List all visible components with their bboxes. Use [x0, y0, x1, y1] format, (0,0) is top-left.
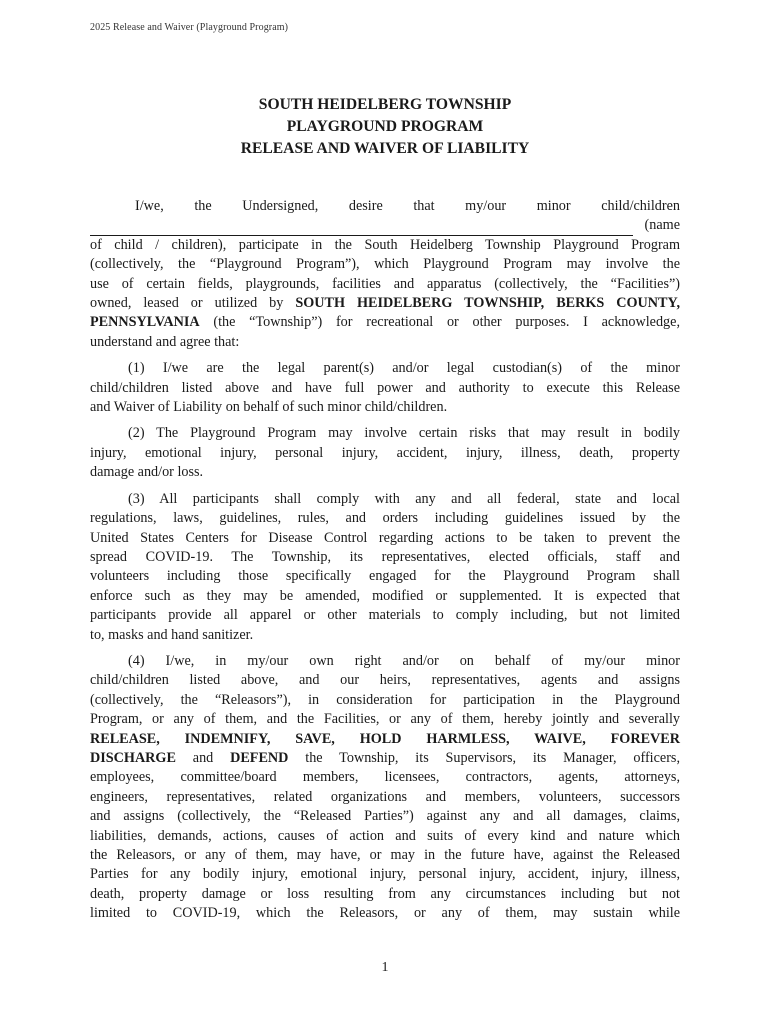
paragraph-line: child/children listed above, and our heirs, representatives, agents and assigns: [90, 672, 680, 689]
release-terms-bold: RELEASE, INDEMNIFY, SAVE, HOLD HARMLESS, WAIVE, FOREVER: [90, 730, 680, 747]
name-label: (name: [644, 217, 680, 234]
discharge-bold: DISCHARGE: [90, 749, 176, 766]
intro-text: owned, leased or utilized by: [90, 295, 296, 312]
paragraph-line: injury, emotional injury, personal injury, accident, injury, illness, death, property: [90, 444, 680, 461]
paragraph-line: limited to COVID-19, which the Releasors, or any of them, may sustain while: [90, 905, 680, 922]
paragraph-line: engineers, representatives, related organizations and members, volunteers, successors: [90, 788, 680, 805]
state-name-bold: PENNSYLVANIA: [90, 314, 200, 331]
intro-paragraph: [90, 197, 680, 352]
child-name-line: [90, 216, 680, 235]
paragraph-line: volunteers including those specifically engaged for the Playground Program shall: [90, 568, 680, 585]
paragraph-3: [90, 490, 680, 645]
paragraph-2: [90, 424, 680, 482]
child-name-blank[interactable]: [90, 221, 633, 236]
paragraph-line: regulations, laws, guidelines, rules, and orders including guidelines issued by the: [90, 510, 680, 527]
paragraph-line: and Waiver of Liability on behalf of such minor child/children.: [90, 399, 448, 416]
intro-line: [90, 313, 680, 332]
paragraph-line: to, masks and hand sanitizer.: [90, 626, 254, 643]
paragraph-line: damage and/or loss.: [90, 464, 204, 481]
paragraph-line: Parties for any bodily injury, emotional injury, personal injury, accident, injury, illness,: [90, 866, 680, 883]
paragraph-line: the Releasors, or any of them, may have, or may in the future have, against the Released: [90, 847, 680, 863]
paragraph-line: spread COVID-19. The Township, its representatives, elected officials, staff and: [90, 548, 680, 565]
paragraph-line: Program, or any of them, and the Facilities, or any of them, hereby jointly and severally: [90, 711, 680, 728]
paragraph-line: [90, 749, 680, 768]
paragraph-line: liabilities, demands, actions, causes of action and suits of every kind and nature which: [90, 827, 680, 844]
paragraph-text: the Township, its Supervisors, its Manager, officers,: [288, 749, 680, 766]
paragraph-line: (3) All participants shall comply with any and all federal, state and local: [128, 490, 680, 507]
paragraph-line: (4) I/we, in my/our own right and/or on behalf of my/our minor: [128, 652, 680, 669]
paragraph-line: (2) The Playground Program may involve certain risks that may result in bodily: [128, 425, 680, 442]
intro-line: I/we, the Undersigned, desire that my/our minor child/children: [135, 198, 680, 214]
paragraph-text: and: [175, 749, 231, 766]
page-number: 1: [381, 960, 389, 975]
paragraph-line: (1) I/we are the legal parent(s) and/or legal custodian(s) of the minor: [128, 360, 680, 377]
running-header: 2025 Release and Waiver (Playground Program): [90, 22, 289, 33]
paragraph-4: [90, 652, 680, 924]
intro-line: (collectively, the “Playground Program”), which Playground Program may involve the: [90, 256, 680, 273]
paragraph-line: child/children listed above and have full power and authority to execute this Release: [90, 379, 680, 396]
intro-text: (the “Township”) for recreational or other purposes. I acknowledge,: [199, 314, 680, 331]
paragraph-1: [90, 359, 680, 417]
paragraph-line: death, property damage or loss resulting from any circumstances including but not: [90, 885, 680, 902]
paragraph-line: enforce such as they may be amended, modified or supplemented. It is expected that: [90, 587, 680, 604]
document-body: [90, 197, 680, 924]
township-name-bold: SOUTH HEIDELBERG TOWNSHIP, BERKS COUNTY,: [295, 295, 681, 312]
intro-line: [90, 294, 680, 313]
intro-line: understand and agree that:: [90, 333, 240, 350]
defend-bold: DEFEND: [230, 749, 289, 766]
paragraph-line: (collectively, the “Releasors”), in consideration for participation in the Playground: [90, 691, 680, 708]
document-title-block: [90, 94, 680, 160]
paragraph-line: [90, 730, 680, 749]
paragraph-line: employees, committee/board members, licensees, contractors, agents, attorneys,: [90, 769, 680, 786]
title-program: PLAYGROUND PROGRAM: [286, 118, 484, 135]
intro-line: of child / children), participate in the South Heidelberg Township Playground Program: [90, 236, 680, 253]
title-release: RELEASE AND WAIVER OF LIABILITY: [240, 140, 530, 157]
paragraph-line: United States Centers for Disease Control regarding actions to be taken to prevent the: [90, 529, 680, 546]
paragraph-line: participants provide all apparel or other materials to comply including, but not limited: [90, 607, 680, 624]
title-township: SOUTH HEIDELBERG TOWNSHIP: [258, 96, 512, 113]
intro-line: use of certain fields, playgrounds, facilities and apparatus (collectively, the “Facilities”): [90, 275, 680, 292]
paragraph-line: and assigns (collectively, the “Released Parties”) against any and all damages, claims,: [90, 808, 680, 825]
